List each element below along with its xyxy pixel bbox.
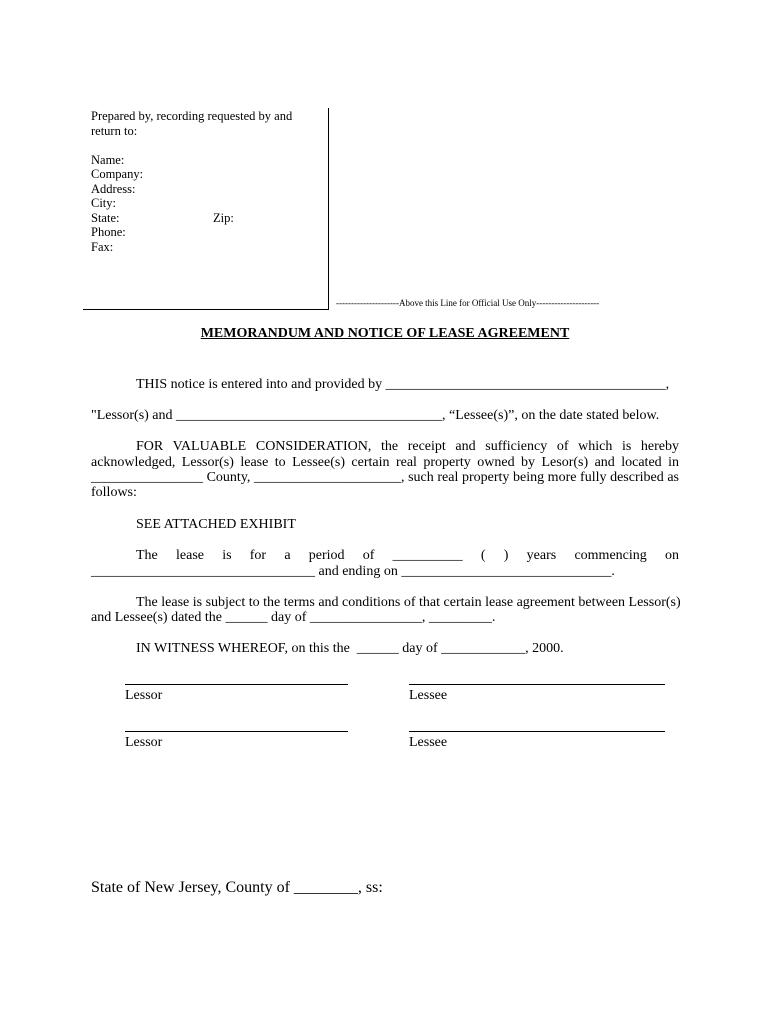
lessee-label-1: Lessee [409, 688, 448, 703]
witness-clause: IN WITNESS WHEREOF, on this the ______ day of ____________, 2000. [136, 641, 564, 656]
lessor-signature-line-2 [125, 731, 348, 732]
period-line-2: ________________________________ and ending on ______________________________. [91, 564, 615, 579]
header-box-bottom-rule [83, 309, 329, 310]
prepared-by-text: Prepared by, recording requested by and [91, 109, 293, 123]
lessee-label-2: Lessee [409, 735, 448, 750]
consideration-line-3: ________________ County, _____________________, such real property being more fully described as [91, 470, 679, 485]
lessor-signature-line-1 [125, 684, 348, 685]
lessor-label-1: Lessor [125, 688, 163, 703]
header-box-divider [328, 108, 329, 309]
company-label: Company: [91, 167, 144, 181]
state-county-line: State of New Jersey, County of ________, ss: [91, 879, 383, 896]
period-line-1: The lease is for a period of __________ ( ) years commencing on [136, 548, 679, 563]
consideration-line-4: follows: [91, 485, 137, 500]
consideration-line-1: FOR VALUABLE CONSIDERATION, the receipt and sufficiency of which is hereby [136, 439, 679, 454]
consideration-line-2: acknowledged, Lessor(s) lease to Lessee(s) certain real property owned by Lesor(s) and located in [91, 455, 679, 470]
official-use-line: ---------------------Above this Line for Official Use Only--------------------- [336, 298, 600, 308]
state-label: State: [91, 211, 120, 225]
address-label: Address: [91, 182, 136, 196]
paragraph-notice: THIS notice is entered into and provided by ________________________________________, [136, 377, 670, 392]
paragraph-lessor-lessee: "Lessor(s) and ______________________________________, “Lessee(s)”, on the date stated below. [91, 408, 660, 423]
subject-to-line-2: and Lessee(s) dated the ______ day of ________________, _________. [91, 610, 496, 625]
phone-label: Phone: [91, 225, 126, 239]
fax-label: Fax: [91, 240, 114, 254]
lessee-signature-line-1 [409, 684, 665, 685]
city-label: City: [91, 196, 117, 210]
zip-label: Zip: [213, 211, 234, 225]
lessee-signature-line-2 [409, 731, 665, 732]
exhibit-reference: SEE ATTACHED EXHIBIT [136, 517, 296, 532]
lessor-label-2: Lessor [125, 735, 163, 750]
subject-to-line-1: The lease is subject to the terms and conditions of that certain lease agreement between Lessor(s) [136, 595, 681, 610]
name-label: Name: [91, 153, 125, 167]
document-title: MEMORANDUM AND NOTICE OF LEASE AGREEMENT [200, 326, 570, 341]
return-to-text: return to: [91, 124, 138, 138]
